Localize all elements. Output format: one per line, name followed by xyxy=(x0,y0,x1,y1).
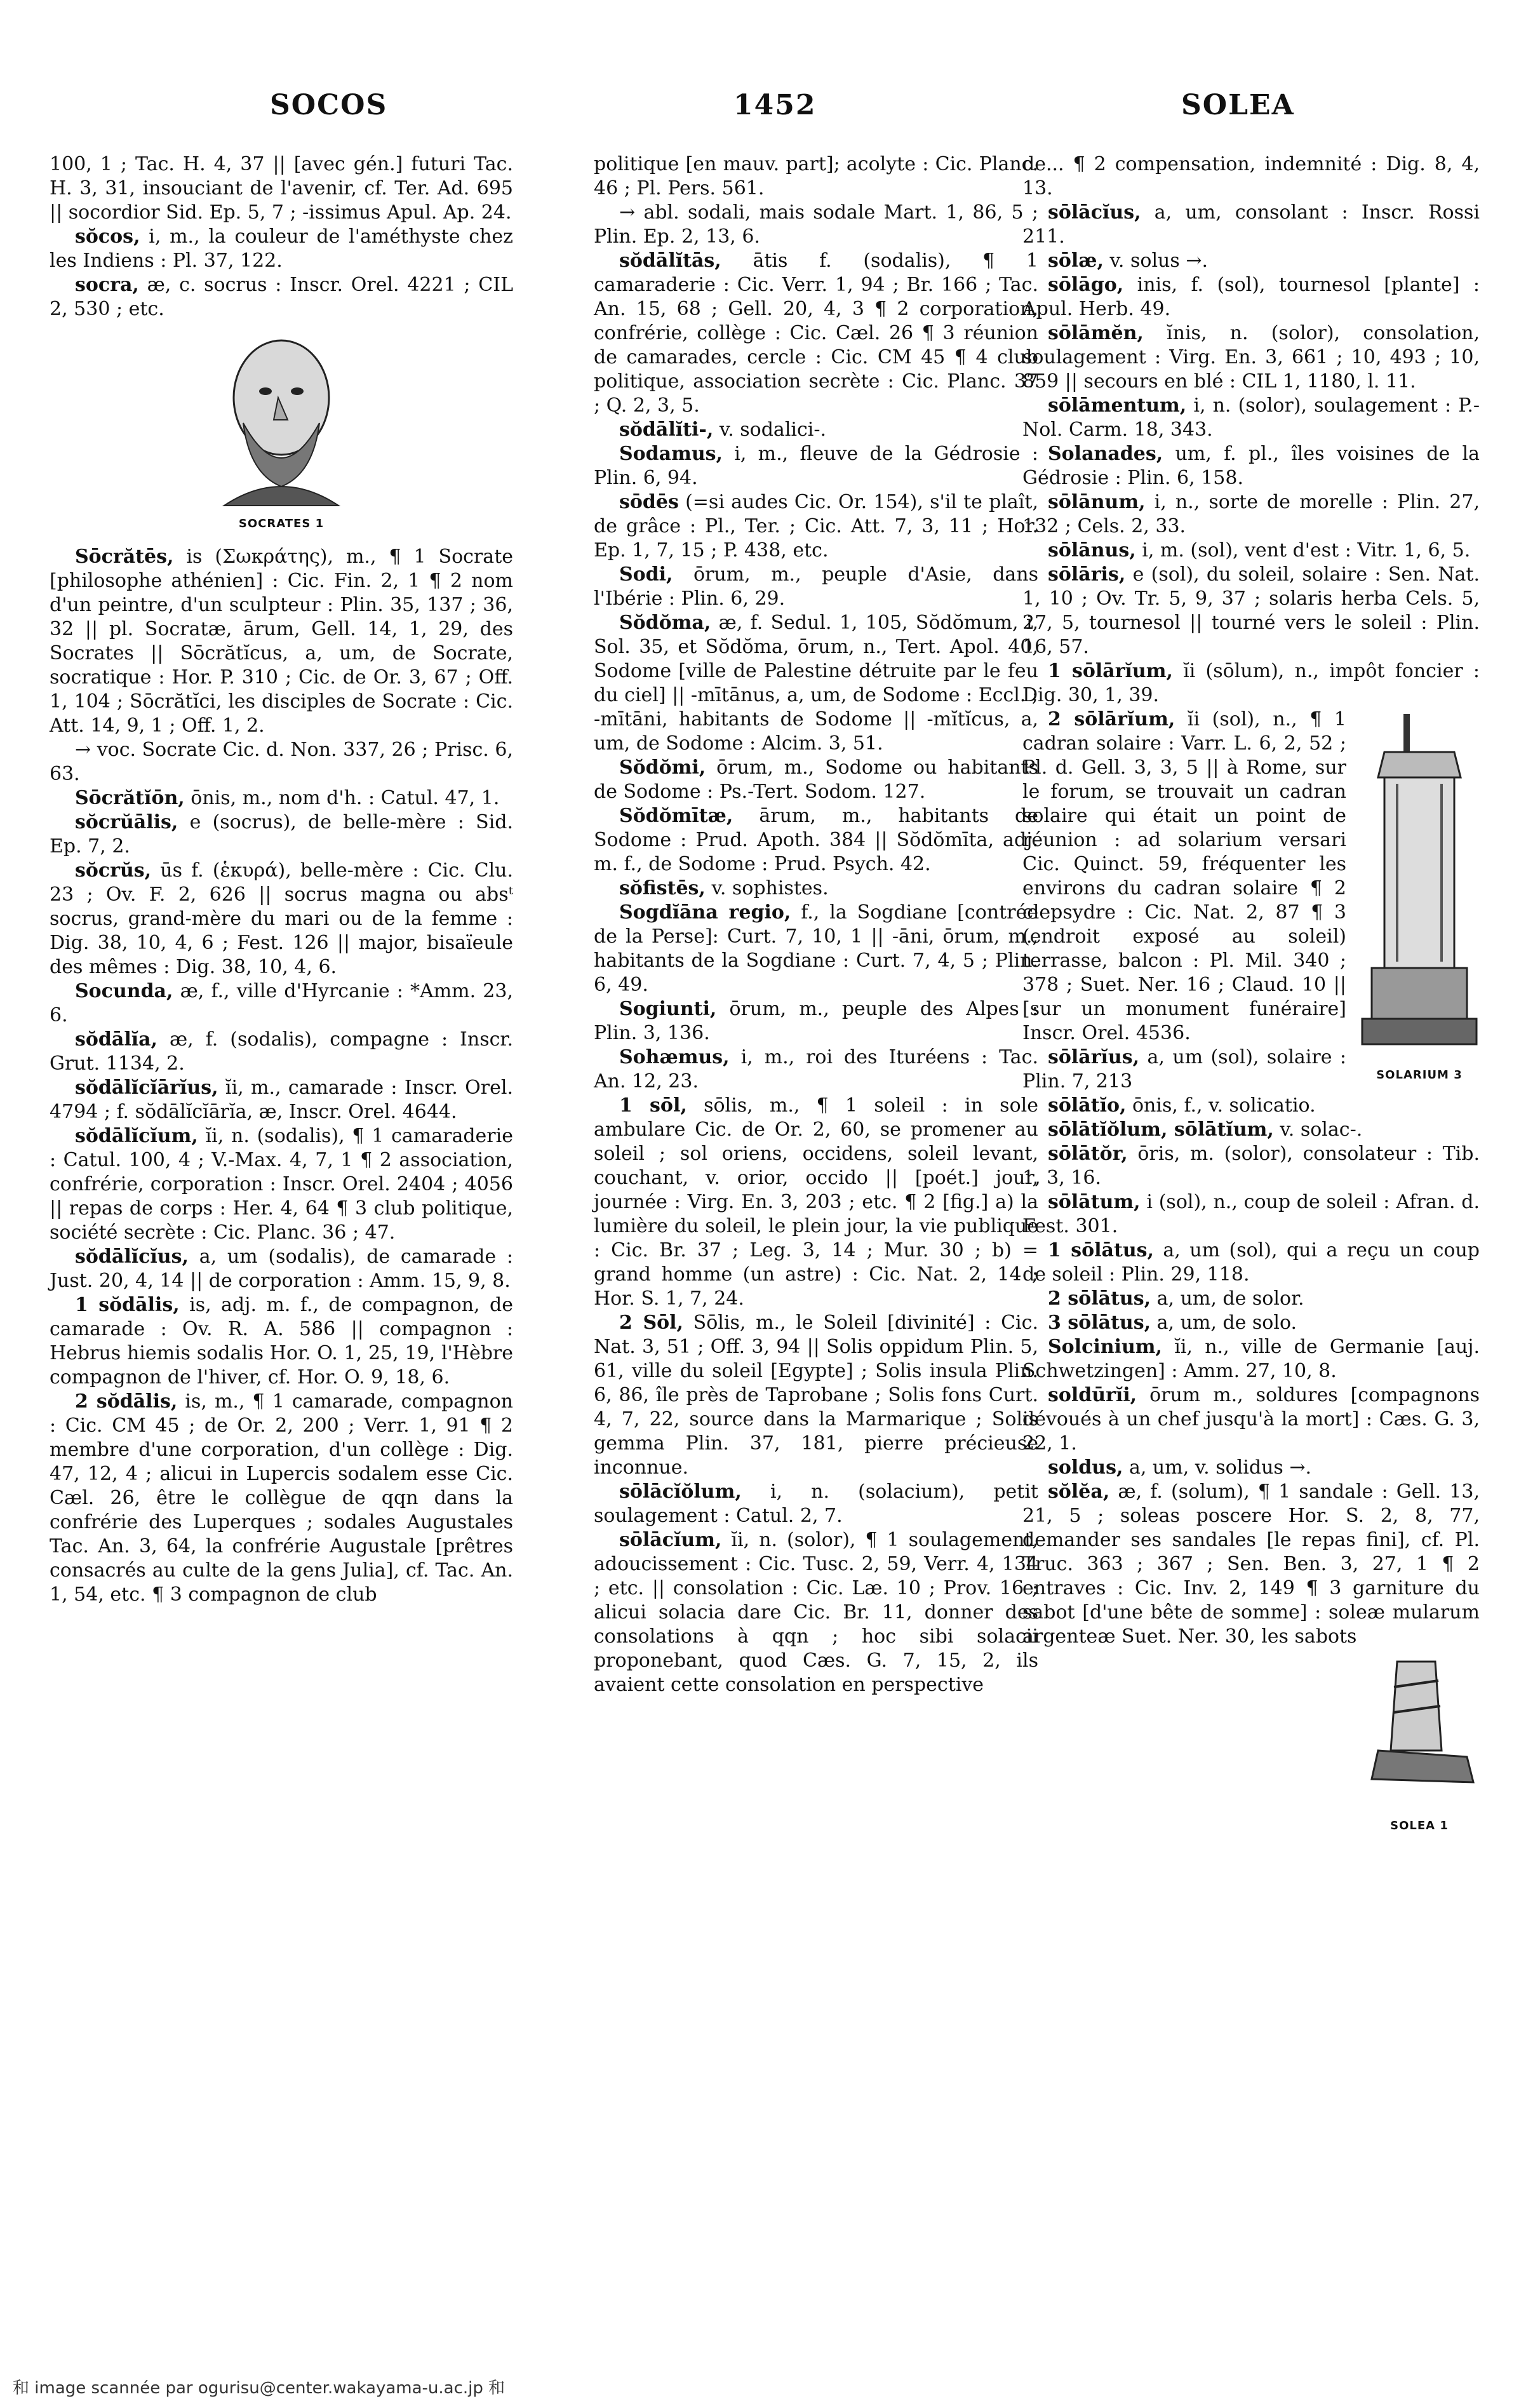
entry: 2 sŏdālis, is, m., ¶ 1 camarade, compagnon : Cic. CM 45 ; de Or. 2, 200 ; Verr. 1, 91 ¶ 2 membre d'une corporation, d'un collège : Dig. 47, 12, 4 ; alicui in Lupercis sodalem esse Cic. Cæl. 26, être le collègue de qqn dans la confrérie des Luperques ; sodales Augustales Tac. An. 3, 64, la confrérie Augustale [prêtres consacrés au culte de la gens Julia], cf. Tac. An. 1, 54, etc. ¶ 3 compagnon de club xyxy=(50,1390,513,1606)
entry: sōlātĭŏlum, sōlātĭum, v. solac-. xyxy=(1048,1119,1363,1141)
entry: sŏcrŭs, ūs f. (ἑκυρά), belle-mère : Cic. Clu. 23 ; Ov. F. 2, 626 || socrus magna ou absᵗ socrus, grand-mère du mari ou de la femme : Dig. 38, 10, 4, 6 ; Fest. 126 || major, bisaïeule des mêmes : Dig. 38, 10, 4, 6. xyxy=(50,859,513,978)
entry: Sogiunti, ōrum, m., peuple des Alpes : Plin. 3, 136. xyxy=(594,998,1038,1044)
entry: sŏcos, i, m., la couleur de l'améthyste chez les Indiens : Pl. 37, 122. xyxy=(50,225,513,272)
entry: 2 Sōl, Sōlis, m., le Soleil [divinité] : Cic. Nat. 3, 51 ; Off. 3, 94 || Solis oppidum Plin. 5, 61, ville du soleil [Egypte] ; Solis insula Plin. 6, 86, île près de Taprobane ; Solis fons Curt. 4, 7, 22, source dans la Marmarique ; Solis gemma Plin. 37, 181, pierre précieuse inconnue. xyxy=(594,1312,1038,1479)
entry: sŏfistēs, v. sophistes. xyxy=(619,877,829,899)
entry: socra, æ, c. socrus : Inscr. Orel. 4221 ; CIL 2, 530 ; etc. xyxy=(50,274,513,320)
solarium-figure xyxy=(1359,708,1480,1087)
entry: Sodi, ōrum, m., peuple d'Asie, dans l'Ibérie : Plin. 6, 29. xyxy=(594,563,1038,610)
entry: 3 sōlātus, a, um, de solo. xyxy=(1048,1312,1297,1334)
sandal-icon xyxy=(1359,1649,1480,1814)
entry: sōlānum, i, n., sorte de morelle : Plin. 27, 132 ; Cels. 2, 33. xyxy=(1022,491,1480,537)
entry: Sŏdŏmītæ, ārum, m., habitants de Sodome : Prud. Apoth. 384 || Sŏdŏmīta, adj. m. f., de Sodome : Prud. Psych. 42. xyxy=(594,805,1038,875)
socrates-figure xyxy=(50,328,513,536)
entry: sōdēs (=si audes Cic. Or. 154), s'il te plaît, de grâce : Pl., Ter. ; Cic. Att. 7, 3, 11 ; Hor. Ep. 1, 7, 15 ; P. 438, etc. xyxy=(594,491,1038,561)
entry: sōlācĭum, ĭi, n. (solor), ¶ 1 soulagement, adoucissement : Cic. Tusc. 2, 59, Verr. 4, 134 ; etc. || consolation : Cic. Læ. 10 ; Prov. 16 ; alicui solacia dare Cic. Br. 11, donner des consolations à qqn ; hoc sibi solacii proponebant, quod Cæs. G. 7, 15, 2, ils avaient cette consolation en perspective xyxy=(594,1529,1038,1696)
entry: sōlātŏr, ōris, m. (solor), consolateur : Tib. 1, 3, 16. xyxy=(1022,1143,1480,1189)
entry: Sohæmus, i, m., roi des Ituréens : Tac. An. 12, 23. xyxy=(594,1046,1038,1092)
entry: Sōcrătĭōn, ōnis, m., nom d'h. : Catul. 47, 1. xyxy=(75,787,500,809)
column-left xyxy=(50,152,513,1607)
entry: sōlārĭus, a, um (sol), solaire : Plin. 7, 213 xyxy=(1022,1046,1346,1092)
entry: sōlātum, i (sol), n., coup de soleil : Afran. d. Fest. 301. xyxy=(1022,1191,1480,1237)
entry: sŏdālĭcĭārĭus, ĭi, m., camarade : Inscr. Orel. 4794 ; f. sŏdālĭcĭārĭa, æ, Inscr. Orel. 4644. xyxy=(50,1077,513,1123)
entry: 2 sōlārĭum, ĭi (sol), n., ¶ 1 cadran solaire : Varr. L. 6, 2, 52 ; Pl. d. Gell. 3, 3, 5 || à Rome, sur le forum, se trouvait un cadran solaire qui était un point de réunion : ad solarium versari Cic. Quinct. 59, fréquenter les environs du cadran solaire ¶ 2 clepsydre : Cic. Nat. 2, 87 ¶ 3 (endroit exposé au soleil) terrasse, balcon : Pl. Mil. 340 ; 378 ; Suet. Ner. 16 ; Claud. 10 || [sur un monument funéraire] Inscr. Orel. 4536. xyxy=(1022,708,1346,1044)
entry: sōlāmĕn, ĭnis, n. (solor), consolation, soulagement : Virg. En. 3, 661 ; 10, 493 ; 10, 859 || secours en blé : CIL 1, 1180, l. 11. xyxy=(1022,322,1480,393)
entry: sŏdālĭti-, v. sodalici-. xyxy=(619,419,827,441)
figure-caption: SOLARIUM 3 xyxy=(1376,1068,1463,1082)
entry: politique [en mauv. part]; acolyte : Cic. Planc. 46 ; Pl. Pers. 561. xyxy=(594,153,1038,199)
entry: Sōcrătēs, is (Σωκράτης), m., ¶ 1 Socrate [philosophe athénien] : Cic. Fin. 2, 1 ¶ 2 nom d'un peintre, d'un sculpteur : Plin. 35, 137 ; 36, 32 || pl. Socratæ, ārum, Gell. 14, 1, 29, des Socrates || Sōcrătĭcus, a, um, de Socrate, socratique : Hor. P. 310 ; Cic. de Or. 3, 67 ; Off. 1, 104 ; Sōcrătĭci, les disciples de Socrate : Cic. Att. 14, 9, 1 ; Off. 1, 2. xyxy=(50,546,513,737)
running-head-right: SOLEA xyxy=(1181,89,1295,121)
entry: sōlāris, e (sol), du soleil, solaire : Sen. Nat. 1, 10 ; Ov. Tr. 5, 9, 37 ; solaris herba Cels. 5, 27, 5, tournesol || tourné vers le soleil : Plin. 16, 57. xyxy=(1022,563,1480,658)
entry: 100, 1 ; Tac. H. 4, 37 || [avec gén.] futuri Tac. H. 3, 31, insouciant de l'avenir, cf. Ter. Ad. 695 || socordior Sid. Ep. 5, 7 ; -issimus Apul. Ap. 24. xyxy=(50,153,513,224)
entry: → abl. sodali, mais sodale Mart. 1, 86, 5 ; Plin. Ep. 2, 13, 6. xyxy=(594,201,1038,248)
entry: Sogdĭāna regio, f., la Sogdiane [contrée de la Perse]: Curt. 7, 10, 1 || -āni, ōrum, m., habitants de la Sogdiane : Curt. 7, 4, 5 ; Plin. 6, 49. xyxy=(594,901,1038,996)
entry: Sŏdŏma, æ, f. Sedul. 1, 105, Sŏdŏmum, i, Sol. 35, et Sŏdŏma, ōrum, n., Tert. Apol. 40, Sodome [ville de Palestine détruite par le feu du ciel] || -mītānus, a, um, de Sodome : Eccl. ; -mītāni, habitants de Sodome || -mĭtĭcus, a, um, de Sodome : Alcim. 3, 51. xyxy=(594,612,1038,755)
entry: Solcinium, ĭi, n., ville de Germanie [auj. Schwetzingen] : Amm. 27, 10, 8. xyxy=(1022,1336,1480,1382)
entry: → voc. Socrate Cic. d. Non. 337, 26 ; Prisc. 6, 63. xyxy=(50,739,513,785)
entry: sōlātĭo, ōnis, f., v. solicatio. xyxy=(1048,1094,1316,1117)
scan-credit-footer: 和 image scannée par ogurisu@center.wakayama-u.ac.jp 和 xyxy=(13,2379,506,2398)
entry: sŏdālĭa, æ, f. (sodalis), compagne : Inscr. Grut. 1134, 2. xyxy=(50,1028,513,1075)
entry: sōlāmentum, i, n. (solor), soulagement : P.-Nol. Carm. 18, 343. xyxy=(1022,394,1480,441)
entry: sŏdālĭcĭum, ĭi, n. (sodalis), ¶ 1 camaraderie : Catul. 100, 4 ; V.-Max. 4, 7, 1 ¶ 2 association, confrérie, corporation : Inscr. Orel. 2404 ; 4056 || repas de corps : Her. 4, 64 ¶ 3 club politique, société secrète : Cic. Planc. 36 ; 47. xyxy=(50,1125,513,1244)
column-middle xyxy=(594,152,1038,1697)
entry: Socunda, æ, f., ville d'Hyrcanie : *Amm. 23, 6. xyxy=(50,980,513,1026)
entry: sŏdālĭtās, ātis f. (sodalis), ¶ 1 camaraderie : Cic. Verr. 1, 94 ; Br. 166 ; Tac. An. 15, 68 ; Gell. 20, 4, 3 ¶ 2 corporation, confrérie, collège : Cic. Cæl. 26 ¶ 3 réunion de camarades, cercle : Cic. CM 45 ¶ 4 club politique, association secrète : Cic. Planc. 37 ; Q. 2, 3, 5. xyxy=(594,250,1038,417)
figure-caption: SOCRATES 1 xyxy=(238,517,325,530)
entry: Sŏdŏmi, ōrum, m., Sodome ou habitants de Sodome : Ps.-Tert. Sodom. 127. xyxy=(594,756,1038,803)
entry: soldūrĭi, ōrum m., soldures [compagnons dévoués à un chef jusqu'à la mort] : Cæs. G. 3, 22, 1. xyxy=(1022,1384,1480,1455)
entry: Solanades, um, f. pl., îles voisines de la Gédrosie : Plin. 6, 158. xyxy=(1022,443,1480,489)
entry: sŏdālĭcĭus, a, um (sodalis), de camarade : Just. 20, 4, 14 || de corporation : Amm. 15, 9, 8. xyxy=(50,1246,513,1292)
entry: sōlācĭus, a, um, consolant : Inscr. Rossi 211. xyxy=(1022,201,1480,248)
entry: soldus, a, um, v. solidus →. xyxy=(1048,1456,1312,1479)
entry: sŏcrŭālis, e (socrus), de belle-mère : Sid. Ep. 7, 2. xyxy=(50,811,513,857)
entry: 1 sōlātus, a, um (sol), qui a reçu un coup de soleil : Plin. 29, 118. xyxy=(1022,1239,1480,1286)
running-head-left: SOCOS xyxy=(270,89,388,121)
entry: sōlæ, v. solus →. xyxy=(1048,250,1208,272)
entry: sōlācĭŏlum, i, n. (solacium), petit soulagement : Catul. 2, 7. xyxy=(594,1481,1038,1527)
solea-figure xyxy=(1359,1649,1480,1838)
figure-caption: SOLEA 1 xyxy=(1390,1819,1449,1832)
entry: 1 sōl, sōlis, m., ¶ 1 soleil : in sole ambulare Cic. de Or. 2, 60, se promener au soleil ; sol oriens, occidens, soleil levant, couchant, v. orior, occido || [poét.] jour, journée : Virg. En. 3, 203 ; etc. ¶ 2 [fig.] a) la lumière du soleil, le plein jour, la vie publique : Cic. Br. 37 ; Leg. 3, 14 ; Mur. 30 ; b) = grand homme (un astre) : Cic. Nat. 2, 14 ; Hor. S. 1, 7, 24. xyxy=(594,1094,1038,1310)
entry: Sodamus, i, m., fleuve de la Gédrosie : Plin. 6, 94. xyxy=(594,443,1038,489)
entry: 1 sōlārĭum, ĭi (sōlum), n., impôt foncier : Dig. 30, 1, 39. xyxy=(1022,660,1480,706)
entry: 1 sŏdālis, is, adj. m. f., de compagnon, de camarade : Ov. R. A. 586 || compagnon : Hebrus hiemis sodalis Hor. O. 1, 25, 19, l'Hèbre compagnon de l'hiver, cf. Hor. O. 9, 18, 6. xyxy=(50,1294,513,1388)
entry: sōlānus, i, m. (sol), vent d'est : Vitr. 1, 6, 5. xyxy=(1048,539,1471,561)
entry: sŏlĕa, æ, f. (solum), ¶ 1 sandale : Gell. 13, 21, 5 ; soleas poscere Hor. S. 2, 8, 77, demander ses sandales [le repas fini], cf. Pl. Truc. 363 ; 367 ; Sen. Ben. 3, 27, 1 ¶ 2 entraves : Cic. Inv. 2, 149 ¶ 3 garniture du sabot [d'une bête de somme] : soleæ mularum argenteæ Suet. Ner. 30, les sabots xyxy=(1022,1481,1480,1648)
entry: 2 sōlātus, a, um, de solor. xyxy=(1048,1287,1304,1310)
entry: sōlāgo, inis, f. (sol), tournesol [plante] : Apul. Herb. 49. xyxy=(1022,274,1480,320)
entry: de... ¶ 2 compensation, indemnité : Dig. 8, 4, 13. xyxy=(1022,153,1480,199)
column-right xyxy=(1022,152,1480,1845)
page-number: 1452 xyxy=(733,89,817,121)
solarium-column-icon xyxy=(1359,708,1480,1063)
socrates-bust-icon xyxy=(186,328,377,512)
